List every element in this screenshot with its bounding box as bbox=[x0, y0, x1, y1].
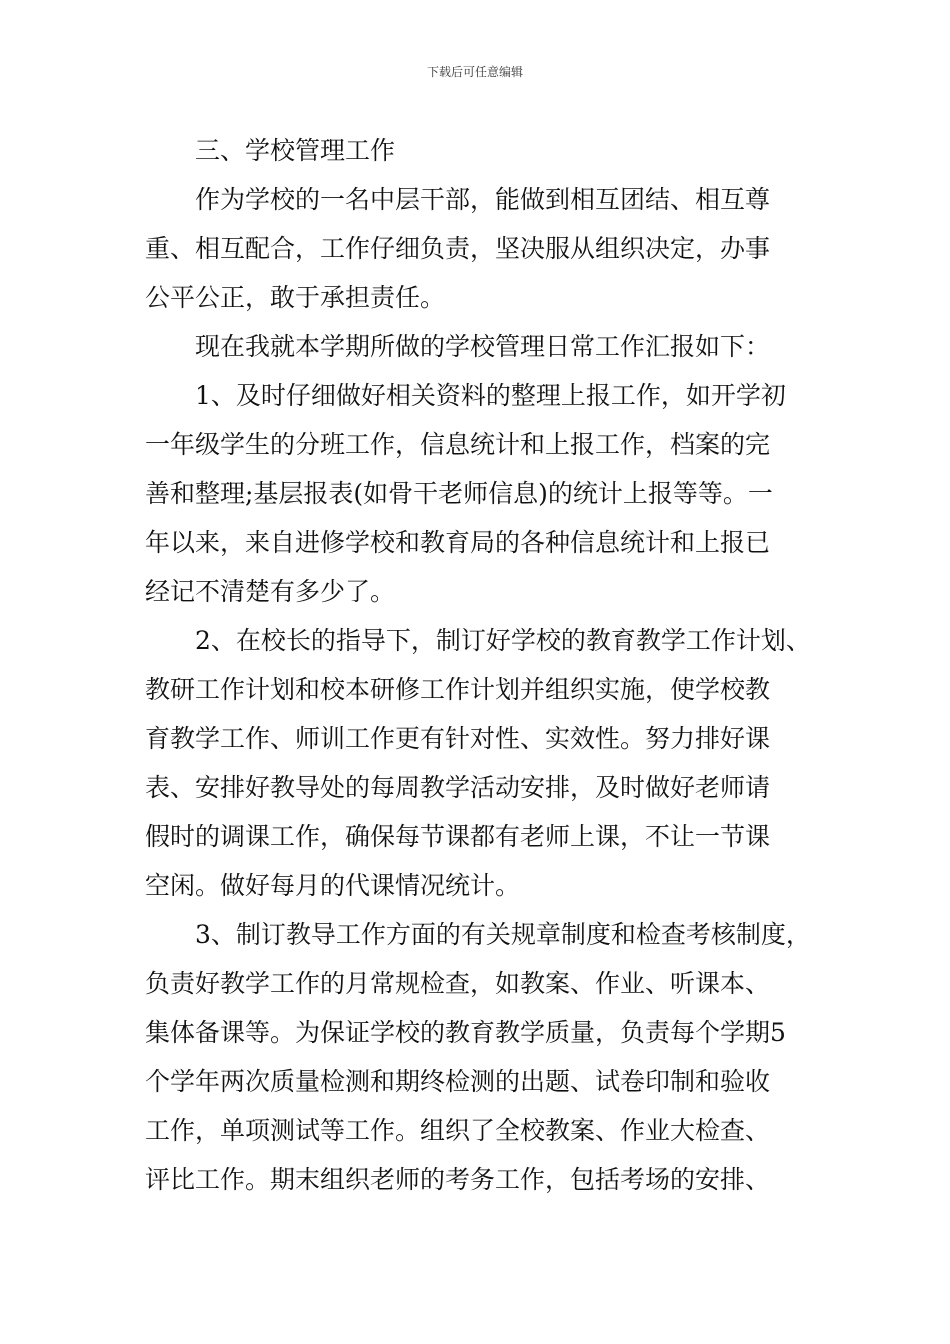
page-header bbox=[0, 64, 950, 80]
paragraph-line: 经记不清楚有多少了。 bbox=[145, 577, 396, 606]
paragraph-line: 3、制订教导工作方面的有关规章制度和检查考核制度， bbox=[195, 920, 811, 949]
paragraph-line: 负责好教学工作的月常规检查，如教案、作业、听课本、 bbox=[145, 969, 771, 998]
paragraph-line: 善和整理;基层报表(如骨干老师信息)的统计上报等等。一 bbox=[145, 479, 773, 508]
paragraph-line: 1、及时仔细做好相关资料的整理上报工作，如开学初 bbox=[195, 381, 786, 410]
paragraph-item-1 bbox=[145, 371, 815, 616]
paragraph-line: 作为学校的一名中层干部，能做到相互团结、相互尊 bbox=[195, 185, 771, 214]
paragraph-line: 教研工作计划和校本研修工作计划并组织实施，使学校教 bbox=[145, 675, 771, 704]
paragraph-line: 一年级学生的分班工作，信息统计和上报工作，档案的完 bbox=[145, 430, 771, 459]
paragraph-item-3 bbox=[145, 910, 815, 1204]
paragraph-report-lead bbox=[145, 322, 815, 371]
paragraph-line: 工作，单项测试等工作。组织了全校教案、作业大检查、 bbox=[145, 1116, 771, 1145]
paragraph-intro bbox=[145, 175, 815, 322]
paragraph-line: 重、相互配合，工作仔细负责，坚决服从组织决定，办事 bbox=[145, 234, 771, 263]
document-body bbox=[145, 126, 815, 1204]
paragraph-line: 假时的调课工作，确保每节课都有老师上课，不让一节课 bbox=[145, 822, 771, 851]
paragraph-line: 年以来，来自进修学校和教育局的各种信息统计和上报已 bbox=[145, 528, 771, 557]
paragraph-line: 公平公正，敢于承担责任。 bbox=[145, 283, 446, 312]
paragraph-line: 个学年两次质量检测和期终检测的出题、试卷印制和验收 bbox=[145, 1067, 771, 1096]
paragraph-line: 评比工作。期末组织老师的考务工作，包括考场的安排、 bbox=[145, 1165, 771, 1194]
paragraph-line: 育教学工作、师训工作更有针对性、实效性。努力排好课 bbox=[145, 724, 771, 753]
paragraph-line: 现在我就本学期所做的学校管理日常工作汇报如下： bbox=[195, 332, 771, 361]
paragraph-item-2 bbox=[145, 616, 815, 910]
paragraph-line: 2、在校长的指导下，制订好学校的教育教学工作计划、 bbox=[195, 626, 811, 655]
paragraph-line: 空闲。做好每月的代课情况统计。 bbox=[145, 871, 521, 900]
paragraph-line: 集体备课等。为保证学校的教育教学质量，负责每个学期5 bbox=[145, 1018, 786, 1047]
section-title: 三、学校管理工作 bbox=[195, 136, 396, 165]
header-text: 下载后可任意编辑 bbox=[426, 65, 523, 79]
paragraph-line: 表、安排好教导处的每周教学活动安排，及时做好老师请 bbox=[145, 773, 771, 802]
